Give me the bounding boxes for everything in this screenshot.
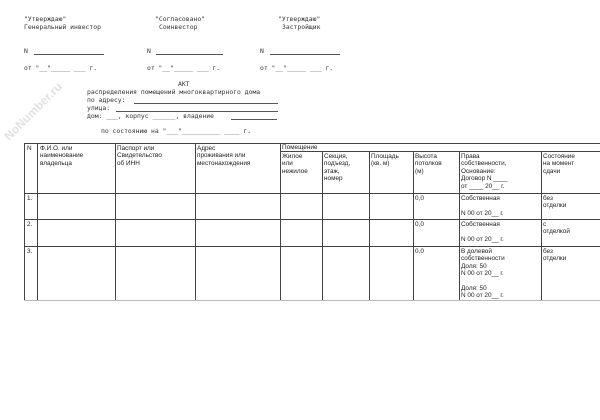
header-state: Состояние на момент сдачи: [543, 153, 575, 175]
row-3-height: 0,0: [415, 248, 424, 255]
row-2-state: с отделкой: [543, 221, 570, 236]
row-3-rights: В долевой собственности Доля: 50 N 00 от 20__ г. Доля: 50 N 00 от 20__ г.: [461, 248, 505, 300]
row-3-n: 3.: [27, 248, 33, 255]
approval-title-2: "Согласовано": [155, 15, 206, 23]
act-title: АКТ: [178, 80, 190, 88]
approval-number-label-2: N: [147, 47, 151, 55]
header-area: Площадь (кв. м): [371, 153, 399, 168]
header-passport: Паспорт или Свидетельство об ИНН: [117, 145, 162, 167]
approval-date-1: от "__"_____ ___ г.: [24, 64, 98, 72]
row-1-rights: Собственная N 00 от 20__ г.: [461, 195, 504, 217]
row-1-n: 1.: [27, 195, 33, 202]
approval-title-1: "Утверждаю": [24, 15, 67, 23]
row-2-rights: Собственная N 00 от 20__ г.: [461, 221, 504, 243]
header-ceiling: Высота потолков (м): [415, 153, 442, 175]
row-1-height: 0,0: [415, 195, 424, 202]
address-label: по адресу:: [87, 96, 126, 104]
header-type: Жилое или нежилое: [282, 153, 308, 175]
row-2-height: 0,0: [415, 221, 424, 228]
header-n: N: [27, 145, 32, 152]
house-line: дом: ___, корпус ______, владение: [87, 112, 214, 120]
act-subtitle: распределения помещений многоквартирного дома: [87, 88, 261, 96]
row-1-state: без отделки: [543, 195, 567, 210]
approval-role-2: Соинвестор: [159, 23, 198, 31]
watermark: NoNumber.ru: [1, 79, 65, 144]
approval-date-3: от "__"_____ ___ г.: [260, 64, 334, 72]
street-label: улица:: [87, 104, 111, 112]
row-2-n: 2.: [27, 221, 33, 228]
approval-title-3: "Утверждаю": [278, 15, 321, 23]
approval-number-label-3: N: [260, 47, 264, 55]
header-owner: Ф.И.О. или наименование владельца: [40, 145, 84, 167]
row-3-state: без отделки: [543, 248, 567, 263]
approval-number-label-1: N: [24, 47, 28, 55]
approval-role-3: Застройщик: [282, 23, 321, 31]
header-rights: Права собственности, Основание: Договор N ____ от ____ 20__ г.: [461, 153, 508, 190]
approval-role-1: Генеральный инвестор: [24, 23, 101, 31]
header-premises: Помещение: [282, 144, 318, 151]
state-line: по состоянию на "___"__________ ____ г.: [101, 127, 252, 135]
header-address: Адрес проживания или местонахождения: [197, 145, 251, 167]
header-section: Секция, подъезд, этаж, номер: [324, 153, 351, 183]
approval-date-2: от "__"_____ ___ г.: [147, 64, 221, 72]
